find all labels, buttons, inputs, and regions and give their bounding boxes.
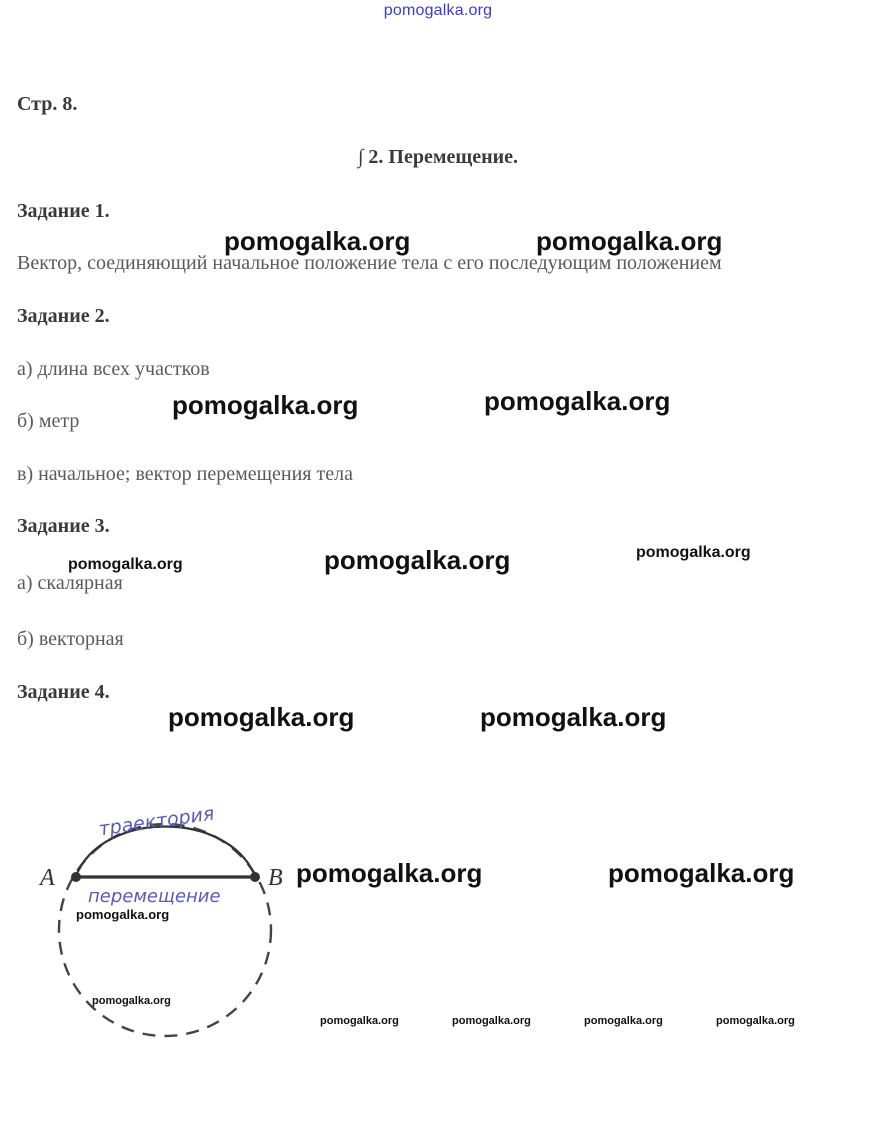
watermark: pomogalka.org [68, 556, 183, 573]
task-2-answer-a: а) длина всех участков [17, 358, 210, 380]
watermark: pomogalka.org [452, 1015, 531, 1027]
task-1-answer: Вектор, соединяющий начальное положение тела с его последующим положением [17, 252, 722, 274]
section-title: ∫ 2. Перемещение. [357, 146, 519, 168]
task-2-answer-c: в) начальное; вектор перемещения тела [17, 463, 353, 485]
watermark: pomogalka.org [480, 702, 667, 732]
task-3-answer-b: б) векторная [17, 628, 124, 650]
task-1-title: Задание 1. [17, 200, 110, 222]
watermark: pomogalka.org [76, 907, 170, 922]
watermark: pomogalka.org [536, 226, 723, 256]
trajectory-label: траектория [97, 802, 216, 841]
watermark: pomogalka.org [324, 545, 511, 575]
watermark: pomogalka.org [224, 226, 411, 256]
task-3-title: Задание 3. [17, 515, 110, 537]
task-2-answer-b: б) метр [17, 410, 80, 432]
watermark: pomogalka.org [320, 1015, 399, 1027]
task-3-answer-a: а) скалярная [17, 572, 123, 594]
watermark: pomogalka.org [484, 386, 671, 416]
displacement-label: перемещение [88, 886, 221, 907]
point-a-label: A [40, 865, 55, 891]
watermark: pomogalka.org [608, 858, 795, 888]
point-b-dot [250, 872, 260, 882]
point-b-label: B [268, 865, 283, 891]
watermark: pomogalka.org [584, 1015, 663, 1027]
watermark: pomogalka.org [296, 858, 483, 888]
watermark: pomogalka.org [172, 390, 359, 420]
task-2-title: Задание 2. [17, 305, 110, 327]
watermark: pomogalka.org [168, 702, 355, 732]
watermark: pomogalka.org [92, 995, 171, 1007]
point-a-dot [71, 872, 81, 882]
page-label: Стр. 8. [17, 93, 78, 115]
watermark: pomogalka.org [636, 544, 751, 561]
watermark: pomogalka.org [716, 1015, 795, 1027]
site-header[interactable]: pomogalka.org [383, 2, 493, 19]
task-4-title: Задание 4. [17, 681, 110, 703]
